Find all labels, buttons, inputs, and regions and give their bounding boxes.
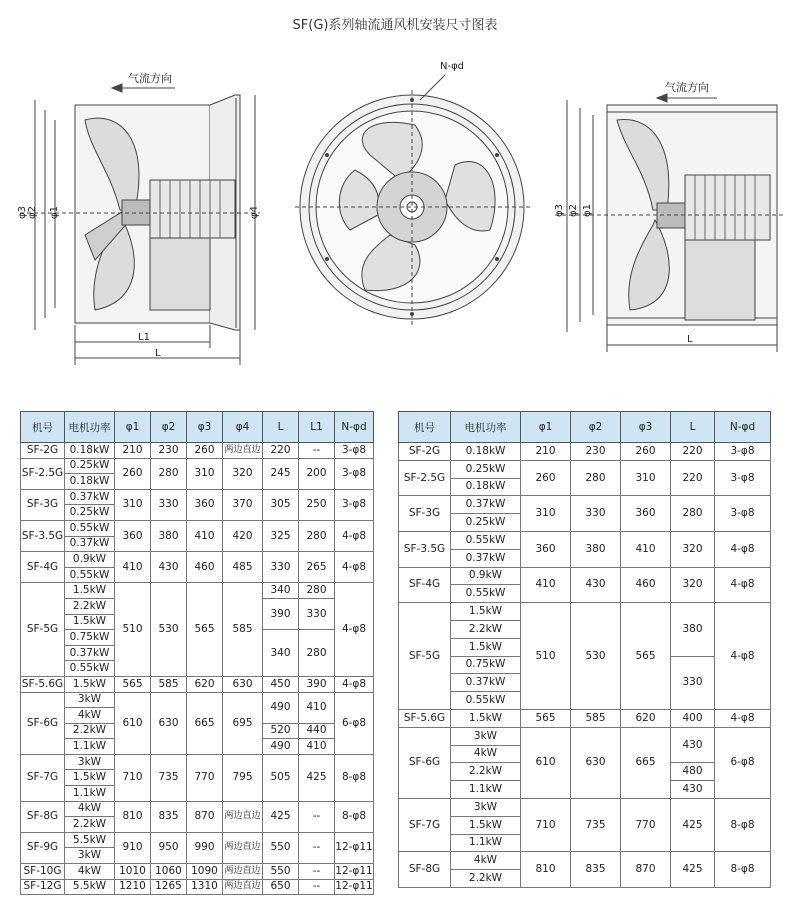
table-cell: 585 — [223, 583, 263, 677]
table-row — [21, 489, 374, 505]
table-cell: SF-6G — [21, 692, 65, 754]
table-cell: 410 — [115, 552, 151, 583]
table-cell: 5.5kW — [65, 832, 115, 848]
col-header: φ3 — [621, 412, 671, 443]
table-cell: 12-φ11 — [335, 832, 374, 863]
table-row — [21, 552, 374, 568]
table-cell: 770 — [621, 798, 671, 851]
table-cell: 3-φ8 — [335, 489, 374, 520]
table-cell: 340 — [263, 630, 299, 677]
table-cell: 1.5kW — [451, 603, 521, 621]
table-cell: 380 — [151, 520, 187, 551]
table-cell: 0.25kW — [451, 460, 521, 478]
table-cell: 4-φ8 — [715, 531, 771, 567]
table-cell: 330 — [671, 656, 715, 709]
table-cell: 950 — [151, 832, 187, 863]
table-cell: 3kW — [65, 754, 115, 770]
table-cell: 770 — [187, 754, 223, 801]
front-view-drawing — [290, 55, 550, 325]
col-header: 电机功率 — [65, 412, 115, 443]
table-cell: 610 — [115, 692, 151, 754]
table-cell: 360 — [115, 520, 151, 551]
table-cell: 460 — [621, 567, 671, 603]
col-header: φ2 — [571, 412, 621, 443]
table-cell: 220 — [671, 460, 715, 496]
table-cell: 870 — [621, 852, 671, 888]
table-cell: 320 — [671, 531, 715, 567]
table-cell: 220 — [671, 443, 715, 461]
table-cell: 325 — [263, 520, 299, 551]
col-header: 电机功率 — [451, 412, 521, 443]
table-cell: 0.9kW — [451, 567, 521, 585]
table-cell: 410 — [299, 692, 335, 723]
col-header: φ3 — [187, 412, 223, 443]
table-cell: SF-2.5G — [399, 460, 451, 496]
table-cell: 485 — [223, 552, 263, 583]
table-cell: 510 — [521, 603, 571, 710]
table-cell: 230 — [151, 443, 187, 459]
table-cell: 565 — [621, 603, 671, 710]
table-cell: 320 — [671, 567, 715, 603]
table-cell: 390 — [263, 598, 299, 629]
table-cell: 425 — [263, 801, 299, 832]
table-cell: SF-5G — [399, 603, 451, 710]
table-cell: 585 — [571, 709, 621, 727]
table-cell: 330 — [571, 496, 621, 532]
table-row — [21, 832, 374, 848]
table-cell: 610 — [521, 727, 571, 798]
table-cell: 2.2kW — [451, 870, 521, 888]
table-cell: 410 — [621, 531, 671, 567]
table-cell: 280 — [299, 520, 335, 551]
table-cell: 1210 — [115, 879, 151, 895]
table-cell: 0.18kW — [65, 443, 115, 459]
col-header: φ1 — [521, 412, 571, 443]
table-cell: 1.5kW — [65, 614, 115, 630]
dim-L-label-left: L — [155, 348, 161, 359]
table-cell: 210 — [521, 443, 571, 461]
table-cell: 280 — [151, 458, 187, 489]
table-cell: 360 — [521, 531, 571, 567]
table-cell: SF-8G — [21, 801, 65, 832]
table-cell: 630 — [151, 692, 187, 754]
holes-label: N-φd — [440, 61, 465, 72]
table-cell: 0.55kW — [65, 567, 115, 583]
table-cell: SF-10G — [21, 864, 65, 880]
table-cell: 1.1kW — [451, 781, 521, 799]
table-cell: SF-7G — [21, 754, 65, 801]
table-row — [21, 583, 374, 599]
table-cell: 425 — [671, 798, 715, 851]
table-cell: 420 — [223, 520, 263, 551]
table-cell: 450 — [263, 676, 299, 692]
table-cell: 380 — [671, 603, 715, 656]
table-cell: 280 — [571, 460, 621, 496]
table-cell: SF-5G — [21, 583, 65, 677]
table-cell: 425 — [671, 852, 715, 888]
col-header: N-φd — [335, 412, 374, 443]
table-cell: SF-3G — [399, 496, 451, 532]
table-cell: 360 — [621, 496, 671, 532]
dimension-table-left — [20, 411, 374, 895]
table-cell: 0.25kW — [451, 514, 521, 532]
table-cell: 665 — [621, 727, 671, 798]
table-cell: SF-3.5G — [399, 531, 451, 567]
table-cell: 245 — [263, 458, 299, 489]
table-cell: 1.5kW — [65, 676, 115, 692]
table-cell: 665 — [187, 692, 223, 754]
table-cell: 两边直边 — [223, 832, 263, 863]
table-row — [399, 603, 771, 621]
table-cell: 2.2kW — [65, 723, 115, 739]
table-cell: SF-3.5G — [21, 520, 65, 551]
dim-d1-label-left: φ1 — [49, 206, 60, 219]
table-cell: 990 — [187, 832, 223, 863]
table-cell: 835 — [571, 852, 621, 888]
table-cell: 12-φ11 — [335, 879, 374, 895]
table-cell: 0.37kW — [451, 496, 521, 514]
airflow-label-left: 气流方向 — [128, 72, 172, 85]
table-cell: 4-φ8 — [335, 676, 374, 692]
table-cell: 650 — [263, 879, 299, 895]
table-cell: 510 — [115, 583, 151, 677]
table-cell: 530 — [571, 603, 621, 710]
table-cell: 400 — [671, 709, 715, 727]
table-cell: 1.5kW — [65, 770, 115, 786]
table-cell: SF-6G — [399, 727, 451, 798]
table-row — [21, 443, 374, 459]
table-cell: 0.55kW — [451, 585, 521, 603]
table-cell: 0.37kW — [451, 674, 521, 692]
col-header: φ4 — [223, 412, 263, 443]
table-cell: 280 — [299, 583, 335, 599]
table-cell: 0.25kW — [65, 505, 115, 521]
dim-d3-label-right: φ3 — [554, 204, 565, 217]
table-cell: 0.37kW — [65, 536, 115, 552]
table-cell: 0.18kW — [451, 443, 521, 461]
table-cell: 4-φ8 — [335, 552, 374, 583]
table-cell: 0.55kW — [451, 531, 521, 549]
table-cell: 0.18kW — [451, 478, 521, 496]
table-cell: 210 — [115, 443, 151, 459]
table-cell: 620 — [187, 676, 223, 692]
table-cell: 1.5kW — [451, 816, 521, 834]
table-cell: 230 — [571, 443, 621, 461]
table-cell: SF-5.6G — [399, 709, 451, 727]
col-header: φ1 — [115, 412, 151, 443]
table-cell: 520 — [263, 723, 299, 739]
table-cell: 430 — [571, 567, 621, 603]
table-cell: 220 — [263, 443, 299, 459]
table-cell: 305 — [263, 489, 299, 520]
table-cell: -- — [299, 801, 335, 832]
table-cell: 735 — [571, 798, 621, 851]
table-cell: 810 — [115, 801, 151, 832]
table-cell: 710 — [115, 754, 151, 801]
dim-d1-label-right: φ1 — [582, 204, 593, 217]
col-header: 机号 — [21, 412, 65, 443]
table-cell: 两边直边 — [223, 801, 263, 832]
table-cell: 0.55kW — [451, 692, 521, 710]
table-cell: 8-φ8 — [335, 801, 374, 832]
table-cell: 3-φ8 — [715, 443, 771, 461]
table-cell: 1265 — [151, 879, 187, 895]
table-cell: 1.5kW — [451, 638, 521, 656]
table-cell: 490 — [263, 739, 299, 755]
table-cell: 695 — [223, 692, 263, 754]
col-header: L — [671, 412, 715, 443]
table-cell: 2.2kW — [65, 817, 115, 833]
table-row — [399, 460, 771, 478]
table-cell: SF-8G — [399, 852, 451, 888]
table-cell: 1.1kW — [451, 834, 521, 852]
table-cell: 1.1kW — [65, 786, 115, 802]
table-cell: 265 — [299, 552, 335, 583]
table-row — [21, 864, 374, 880]
table-cell: 6-φ8 — [715, 727, 771, 798]
table-cell: 5.5kW — [65, 879, 115, 895]
table-row — [21, 458, 374, 474]
table-cell: 3-φ8 — [335, 458, 374, 489]
table-cell: 565 — [187, 583, 223, 677]
table-cell: 380 — [571, 531, 621, 567]
table-cell: 2.2kW — [451, 763, 521, 781]
table-cell: 8-φ8 — [335, 754, 374, 801]
table-header-row — [21, 412, 374, 443]
table-cell: 0.18kW — [65, 474, 115, 490]
table-cell: 0.25kW — [65, 458, 115, 474]
table-cell: 1310 — [187, 879, 223, 895]
table-cell: 460 — [187, 552, 223, 583]
table-cell: 3-φ8 — [335, 443, 374, 459]
col-header: N-φd — [715, 412, 771, 443]
table-cell: 710 — [521, 798, 571, 851]
dim-d2-label-left: φ2 — [27, 206, 38, 219]
table-cell: 330 — [299, 598, 335, 629]
table-cell: 200 — [299, 458, 335, 489]
table-cell: 12-φ11 — [335, 864, 374, 880]
table-cell: 430 — [671, 727, 715, 763]
table-cell: 0.37kW — [65, 489, 115, 505]
table-cell: -- — [299, 864, 335, 880]
table-row — [399, 709, 771, 727]
table-cell: 550 — [263, 832, 299, 863]
dim-d4-label: φ4 — [249, 206, 260, 219]
table-cell: 4-φ8 — [335, 583, 374, 677]
table-cell: 250 — [299, 489, 335, 520]
table-row — [21, 520, 374, 536]
table-cell: 835 — [151, 801, 187, 832]
dim-d3-label-left: φ3 — [17, 206, 28, 219]
table-row — [21, 692, 374, 708]
table-cell: 630 — [223, 676, 263, 692]
table-row — [21, 801, 374, 817]
table-cell: 310 — [521, 496, 571, 532]
col-header: 机号 — [399, 412, 451, 443]
table-cell: 310 — [621, 460, 671, 496]
table-cell: 8-φ8 — [715, 852, 771, 888]
table-cell: 320 — [223, 458, 263, 489]
table-cell: 8-φ8 — [715, 798, 771, 851]
table-cell: 795 — [223, 754, 263, 801]
table-cell: 565 — [521, 709, 571, 727]
side-view-drawing-right — [545, 60, 790, 360]
table-cell: 3kW — [65, 848, 115, 864]
table-cell: 0.55kW — [65, 661, 115, 677]
table-cell: 870 — [187, 801, 223, 832]
table-cell: 1010 — [115, 864, 151, 880]
table-cell: 4kW — [451, 745, 521, 763]
table-cell: 360 — [187, 489, 223, 520]
table-cell: SF-9G — [21, 832, 65, 863]
table-cell: 4kW — [65, 864, 115, 880]
table-cell: 480 — [671, 763, 715, 781]
table-cell: 1.1kW — [65, 739, 115, 755]
table-cell: 3-φ8 — [715, 496, 771, 532]
table-cell: 550 — [263, 864, 299, 880]
dimension-table-right — [398, 411, 771, 888]
table-cell: 910 — [115, 832, 151, 863]
table-row — [399, 443, 771, 461]
table-cell: 410 — [521, 567, 571, 603]
table-cell: SF-2.5G — [21, 458, 65, 489]
dim-L-label-right: L — [687, 334, 693, 345]
table-cell: SF-2G — [399, 443, 451, 461]
table-cell: 260 — [521, 460, 571, 496]
table-cell: 410 — [187, 520, 223, 551]
table-cell: 0.75kW — [65, 630, 115, 646]
table-cell: 2.2kW — [451, 620, 521, 638]
table-row — [21, 676, 374, 692]
side-view-drawing-left — [0, 60, 280, 380]
table-row — [21, 879, 374, 895]
table-cell: SF-4G — [21, 552, 65, 583]
table-cell: 0.37kW — [65, 645, 115, 661]
table-cell: SF-4G — [399, 567, 451, 603]
table-cell: 4-φ8 — [335, 520, 374, 551]
table-cell: 2.2kW — [65, 598, 115, 614]
table-cell: 4-φ8 — [715, 603, 771, 710]
col-header: φ2 — [151, 412, 187, 443]
table-row — [399, 531, 771, 549]
table-cell: 260 — [115, 458, 151, 489]
table-row — [399, 496, 771, 514]
table-cell: 4kW — [451, 852, 521, 870]
table-cell: 0.55kW — [65, 520, 115, 536]
table-cell: 440 — [299, 723, 335, 739]
table-cell: SF-2G — [21, 443, 65, 459]
page-title: SF(G)系列轴流通风机安装尺寸图表 — [292, 18, 498, 33]
table-cell: 1.5kW — [65, 583, 115, 599]
table-cell: 0.75kW — [451, 656, 521, 674]
table-cell: 260 — [187, 443, 223, 459]
table-cell: SF-7G — [399, 798, 451, 851]
table-cell: 0.37kW — [451, 549, 521, 567]
table-cell: 4-φ8 — [715, 567, 771, 603]
table-cell: 505 — [263, 754, 299, 801]
table-cell: 530 — [151, 583, 187, 677]
table-cell: -- — [299, 879, 335, 895]
table-cell: 1.5kW — [451, 709, 521, 727]
table-cell: 6-φ8 — [335, 692, 374, 754]
dim-L1-label: L1 — [138, 332, 150, 343]
table-header-row — [399, 412, 771, 443]
table-cell: 330 — [263, 552, 299, 583]
table-cell: 410 — [299, 739, 335, 755]
table-cell: 260 — [621, 443, 671, 461]
table-row — [399, 798, 771, 816]
table-cell: 4-φ8 — [715, 709, 771, 727]
table-cell: 735 — [151, 754, 187, 801]
table-cell: -- — [299, 443, 335, 459]
table-row — [399, 727, 771, 745]
table-cell: 310 — [187, 458, 223, 489]
table-cell: 3kW — [451, 727, 521, 745]
airflow-label-right: 气流方向 — [665, 81, 709, 94]
table-cell: 340 — [263, 583, 299, 599]
table-row — [399, 852, 771, 870]
table-cell: 4kW — [65, 708, 115, 724]
col-header: L — [263, 412, 299, 443]
table-cell: 370 — [223, 489, 263, 520]
table-row — [399, 567, 771, 585]
table-cell: 810 — [521, 852, 571, 888]
table-cell: 425 — [299, 754, 335, 801]
table-cell: SF-12G — [21, 879, 65, 895]
table-cell: 620 — [621, 709, 671, 727]
table-cell: 0.9kW — [65, 552, 115, 568]
table-row — [21, 754, 374, 770]
table-cell: SF-5.6G — [21, 676, 65, 692]
table-cell: 两边直边 — [223, 443, 263, 459]
table-cell: 280 — [671, 496, 715, 532]
table-cell: SF-3G — [21, 489, 65, 520]
table-cell: 280 — [299, 630, 335, 677]
table-cell: 310 — [115, 489, 151, 520]
dim-d2-label-right: φ2 — [568, 204, 579, 217]
table-cell: 565 — [115, 676, 151, 692]
table-cell: 3kW — [65, 692, 115, 708]
table-cell: 390 — [299, 676, 335, 692]
table-cell: 1060 — [151, 864, 187, 880]
table-cell: 1090 — [187, 864, 223, 880]
table-cell: 两边直边 — [223, 879, 263, 895]
table-cell: 3-φ8 — [715, 460, 771, 496]
table-cell: 两边直边 — [223, 864, 263, 880]
table-cell: 330 — [151, 489, 187, 520]
table-cell: -- — [299, 832, 335, 863]
table-cell: 490 — [263, 692, 299, 723]
col-header: L1 — [299, 412, 335, 443]
table-cell: 630 — [571, 727, 621, 798]
table-cell: 430 — [671, 781, 715, 799]
table-cell: 430 — [151, 552, 187, 583]
table-cell: 4kW — [65, 801, 115, 817]
table-cell: 585 — [151, 676, 187, 692]
table-cell: 3kW — [451, 798, 521, 816]
